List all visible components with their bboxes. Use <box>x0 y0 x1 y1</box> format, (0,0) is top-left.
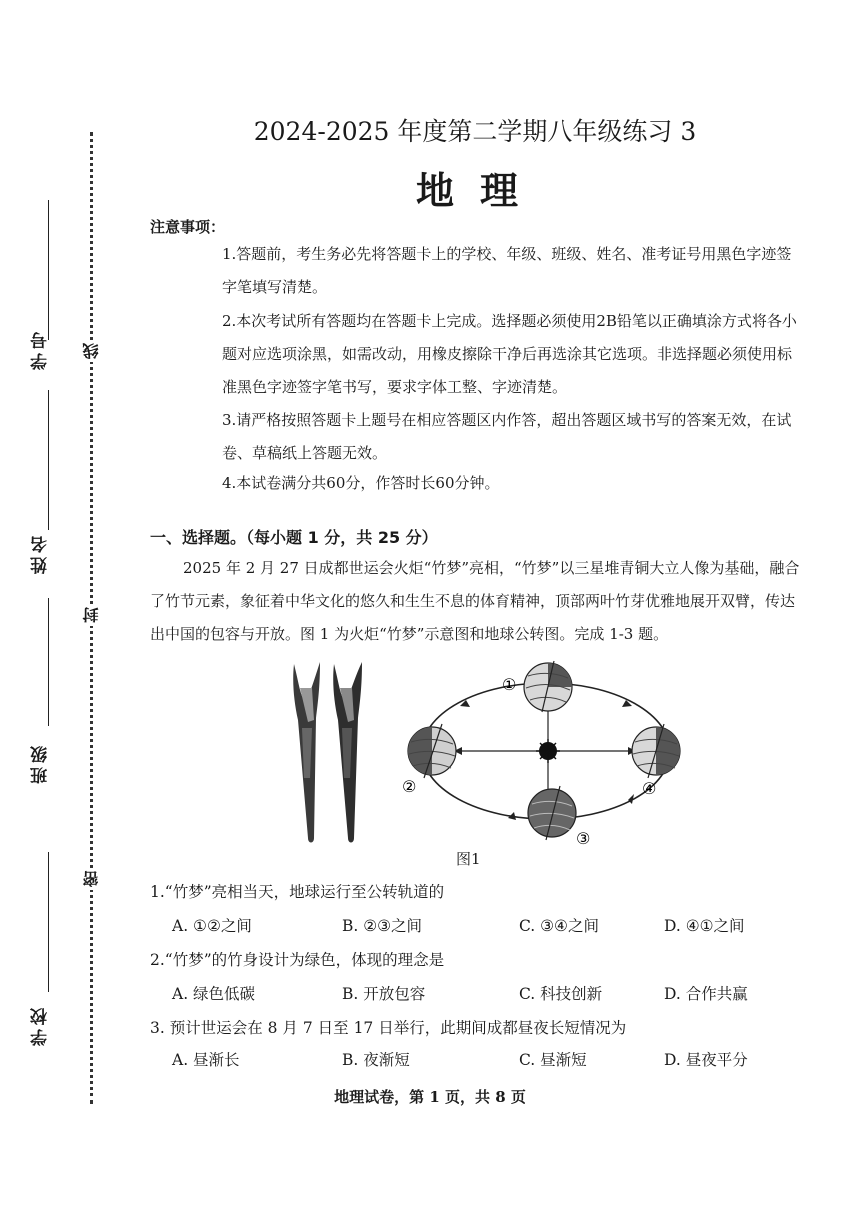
question-stem: 2.“竹梦”的竹身设计为绿色，体现的理念是 <box>150 951 445 969</box>
option-b: B. 开放包容 <box>342 985 426 1003</box>
notes-heading: 注意事项： <box>150 218 226 236</box>
school-label: 学校 <box>31 1004 51 1046</box>
figure-caption: 图1 <box>456 850 481 868</box>
section-heading: 一、选择题。（每小题 1 分，共 25 分） <box>150 528 438 547</box>
question-stem: 1.“竹梦”亮相当天，地球运行至公转轨道的 <box>150 883 445 901</box>
option-c: C. ③④之间 <box>519 917 599 935</box>
note-item: 4.本试卷满分共60分，作答时长60分钟。 <box>222 474 500 492</box>
orbit-label-3: ③ <box>576 829 591 848</box>
option-c: C. 科技创新 <box>519 985 603 1003</box>
cut-word-line: 线 <box>80 340 103 362</box>
orbit-label-2: ② <box>402 777 417 796</box>
earth-globe-3 <box>528 786 576 840</box>
option-a: A. 绿色低碳 <box>172 985 256 1003</box>
question-stem: 3. 预计世运会在 8 月 7 日至 17 日举行，此期间成都昼夜长短情况为 <box>150 1019 627 1037</box>
note-item: 3.请严格按照答题卡上题号在相应答题区内作答，超出答题区域书写的答案无效，在试卷、草稿纸上答题无效。 <box>222 411 792 462</box>
earth-globe-4 <box>632 724 680 778</box>
orbit-diagram <box>396 660 686 850</box>
orbit-label-1: ① <box>502 675 517 694</box>
school-line <box>48 852 49 992</box>
exam-title: 2024-2025 年度第二学期八年级练习 3 <box>253 117 697 146</box>
name-line <box>48 390 49 530</box>
class-label: 班级 <box>31 742 51 784</box>
option-d: D. 昼夜平分 <box>664 1051 748 1069</box>
name-label: 姓名 <box>31 532 51 574</box>
earth-globe-1 <box>524 661 572 712</box>
intro-paragraph: 2025 年 2 月 27 日成都世运会火炬“竹梦”亮相，“竹梦”以三星堆青铜大立人像为基础，融合了竹节元素，象征着中华文化的悠久和生生不息的体育精神，顶部两叶竹芽优雅地展开双臂，传达出中国的包容与开放。图 1 为火炬“竹梦”示意图和地球公转图。完成 1-3 题。 <box>150 559 800 643</box>
note-item: 1.答题前，考生务必先将答题卡上的学校、年级、班级、姓名、准考证号用黑色字迹签字笔填写清楚。 <box>222 245 792 296</box>
option-b: B. ②③之间 <box>342 917 423 935</box>
torch-left <box>293 662 320 843</box>
note-item: 2.本次考试所有答题均在答题卡上完成。选择题必须使用2B铅笔以正确填涂方式将各小题对应选项涂黑，如需改动，用橡皮擦除干净后再选涂其它选项。非选择题必须使用标准黑色字迹签字笔书写，要求字体工整、字迹清楚。 <box>222 312 797 396</box>
torch-right <box>333 662 362 843</box>
class-line <box>48 598 49 726</box>
cut-word-secret: 密 <box>80 868 103 890</box>
torch-figure <box>286 658 376 850</box>
option-d: D. 合作共赢 <box>664 985 748 1003</box>
page-footer: 地理试卷，第 1 页，共 8 页 <box>334 1088 526 1106</box>
cut-word-seal: 封 <box>80 604 103 626</box>
option-b: B. 夜渐短 <box>342 1051 410 1069</box>
student-id-label: 学号 <box>31 328 51 370</box>
subject-title: 地理 <box>415 168 544 213</box>
option-a: A. ①②之间 <box>172 917 252 935</box>
earth-globe-2 <box>408 724 456 778</box>
option-d: D. ④①之间 <box>664 917 745 935</box>
option-a: A. 昼渐长 <box>172 1051 240 1069</box>
option-c: C. 昼渐短 <box>519 1051 587 1069</box>
student-id-line <box>48 200 49 340</box>
orbit-label-4: ④ <box>642 779 657 798</box>
